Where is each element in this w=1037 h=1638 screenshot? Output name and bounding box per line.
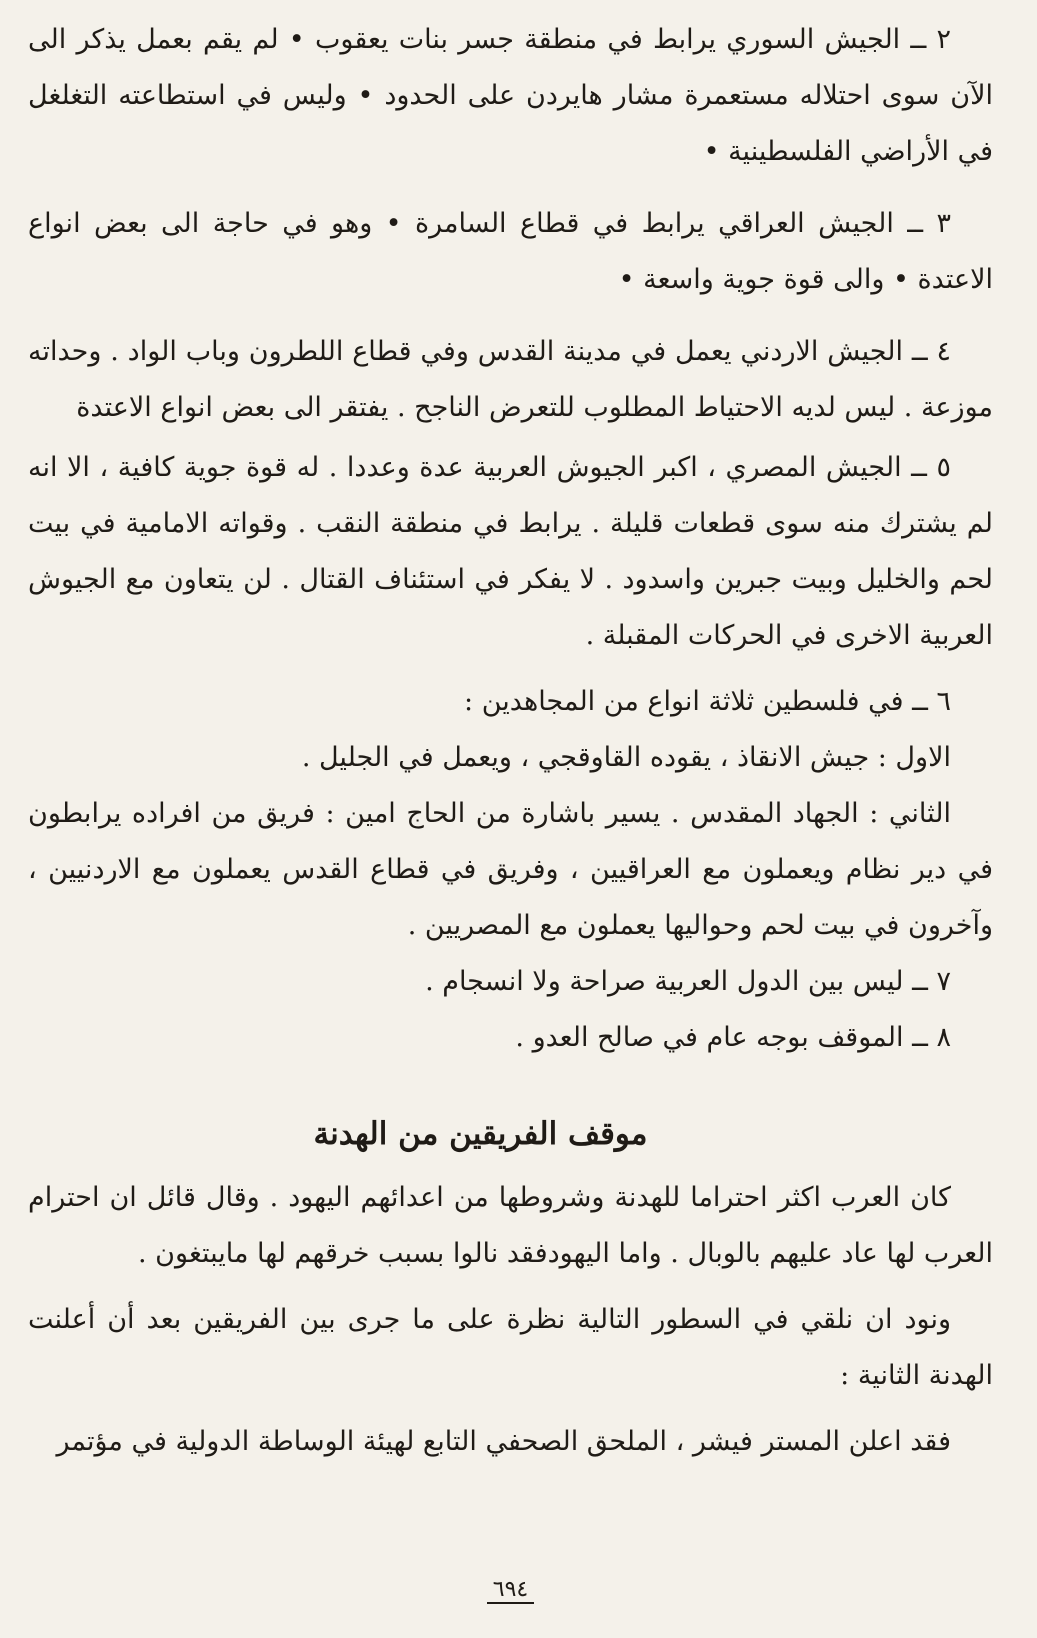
paragraph-overall-situation: ٨ ــ الموقف بوجه عام في صالح العدو .: [515, 1022, 951, 1053]
paragraph-fisher-announcement: فقد اعلن المستر فيشر ، الملحق الصحفي التابع لهيئة الوساطة الدولية في مؤتمر: [56, 1426, 951, 1457]
paragraph-egyptian-army: ٥ ــ الجيش المصري ، اكبر الجيوش العربية عدة وعددا . له قوة جوية كافية ، الا انه لم يشترك منه سوى قطعات قليلة . يرابط في منطقة النقب . وقواته الامامية في بيت لحم والخليل وبيت جبرين واسدود . لا يفكر في استئناف القتال . لن يتعاون مع الجيوش العربية الاخرى في الحركات المقبلة .: [28, 452, 993, 651]
paragraph-jordanian-army: ٤ ــ الجيش الاردني يعمل في مدينة القدس وفي قطاع اللطرون وباب الواد . وحداته موزعة . ليس لديه الاحتياط المطلوب للتعرض الناجح . يفتقر الى بعض انواع الاعتدة: [28, 336, 993, 423]
page-number: [28, 1577, 993, 1602]
paragraph-arab-states: ٧ ــ ليس بين الدول العربية صراحة ولا انسجام .: [425, 966, 951, 997]
document-page: [28, 12, 993, 1612]
paragraph-iraqi-army: ٣ ــ الجيش العراقي يرابط في قطاع السامرة • وهو في حاجة الى بعض انواع الاعتدة • والى قوة جوية واسعة •: [28, 208, 993, 295]
section-heading: موقف الفريقين من الهدنة: [313, 1116, 648, 1152]
page-number-text: ٦٩٤: [487, 1577, 534, 1604]
paragraph-mujahideen-types: ٦ ــ في فلسطين ثلاثة انواع من المجاهدين :: [464, 686, 951, 717]
paragraph-second-type: الثاني : الجهاد المقدس . يسير باشارة من الحاج امين : فريق من افراده يرابطون في دير نظام ويعملون مع العراقيين ، وفريق في قطاع القدس يعملون مع الاردنيين ، وآخرون في بيت لحم وحواليها يعملون مع المصريين .: [28, 798, 993, 941]
paragraph-truce-respect: كان العرب اكثر احتراما للهدنة وشروطها من اعدائهم اليهود . وقال قائل ان احترام العرب لها عاد عليهم بالوبال . واما اليهودفقد نالوا بسبب خرقهم لها مايبتغون .: [28, 1182, 993, 1269]
paragraph-first-type: الاول : جيش الانقاذ ، يقوده القاوقجي ، ويعمل في الجليل .: [301, 742, 951, 773]
paragraph-syrian-army: ٢ ــ الجيش السوري يرابط في منطقة جسر بنات يعقوب • لم يقم بعمل يذكر الى الآن سوى احتلاله مستعمرة مشار هايردن على الحدود • وليس في استطاعته التغلغل في الأراضي الفلسطينية •: [28, 24, 993, 167]
paragraph-second-truce: ونود ان نلقي في السطور التالية نظرة على ما جرى بين الفريقين بعد أن أعلنت الهدنة الثانية :: [28, 1304, 993, 1391]
